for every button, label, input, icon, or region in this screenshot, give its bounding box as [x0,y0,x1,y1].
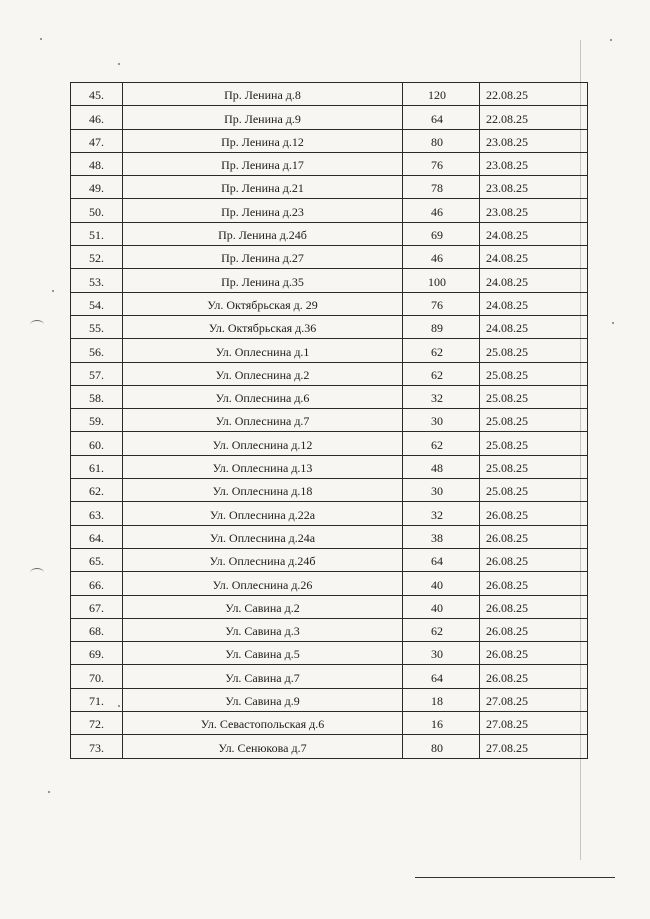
row-number: 69. [71,642,123,665]
row-date: 26.08.25 [480,642,588,665]
row-quantity: 62 [403,618,480,641]
row-number: 65. [71,548,123,571]
table-row [71,525,588,548]
row-address: Ул. Оплеснина д.2 [123,362,403,385]
row-date: 25.08.25 [480,362,588,385]
scan-speck [610,39,612,41]
table-row [71,106,588,129]
row-number: 62. [71,479,123,502]
row-address: Пр. Ленина д.12 [123,129,403,152]
table-row [71,222,588,245]
row-number: 51. [71,222,123,245]
table-row [71,688,588,711]
row-date: 26.08.25 [480,502,588,525]
row-date: 27.08.25 [480,712,588,735]
table-row [71,595,588,618]
row-address: Ул. Оплеснина д.18 [123,479,403,502]
row-date: 25.08.25 [480,409,588,432]
row-address: Пр. Ленина д.17 [123,152,403,175]
table-row [71,152,588,175]
row-date: 22.08.25 [480,83,588,106]
table-row [71,479,588,502]
row-address: Ул. Оплеснина д.22а [123,502,403,525]
row-address: Ул. Савина д.9 [123,688,403,711]
row-date: 25.08.25 [480,455,588,478]
table-row [71,665,588,688]
row-date: 24.08.25 [480,222,588,245]
row-number: 52. [71,246,123,269]
row-address: Ул. Оплеснина д.24а [123,525,403,548]
row-number: 66. [71,572,123,595]
scan-speck [118,63,120,65]
row-address: Ул. Оплеснина д.7 [123,409,403,432]
row-number: 73. [71,735,123,758]
table-row [71,572,588,595]
row-quantity: 89 [403,315,480,338]
row-quantity: 18 [403,688,480,711]
row-address: Ул. Оплеснина д.1 [123,339,403,362]
row-quantity: 30 [403,409,480,432]
row-number: 70. [71,665,123,688]
row-quantity: 62 [403,362,480,385]
row-number: 53. [71,269,123,292]
row-date: 24.08.25 [480,269,588,292]
row-number: 67. [71,595,123,618]
row-number: 54. [71,292,123,315]
row-quantity: 64 [403,548,480,571]
row-number: 68. [71,618,123,641]
row-date: 23.08.25 [480,152,588,175]
address-table [70,82,588,759]
row-quantity: 38 [403,525,480,548]
row-address: Ул. Савина д.7 [123,665,403,688]
table-row [71,339,588,362]
table-row [71,502,588,525]
row-quantity: 30 [403,479,480,502]
signature-line [415,877,615,878]
table-row [71,548,588,571]
row-quantity: 40 [403,572,480,595]
row-date: 26.08.25 [480,618,588,641]
row-quantity: 32 [403,502,480,525]
row-number: 64. [71,525,123,548]
row-number: 48. [71,152,123,175]
row-date: 25.08.25 [480,339,588,362]
row-quantity: 32 [403,385,480,408]
table-row [71,246,588,269]
row-number: 47. [71,129,123,152]
row-date: 22.08.25 [480,106,588,129]
table-row [71,409,588,432]
table-row [71,83,588,106]
row-quantity: 48 [403,455,480,478]
row-date: 27.08.25 [480,688,588,711]
scan-speck [40,38,42,40]
row-quantity: 80 [403,129,480,152]
row-quantity: 40 [403,595,480,618]
row-number: 71. [71,688,123,711]
row-number: 61. [71,455,123,478]
table-body [71,83,588,759]
row-number: 46. [71,106,123,129]
row-address: Ул. Оплеснина д.13 [123,455,403,478]
row-quantity: 64 [403,106,480,129]
row-address: Пр. Ленина д.8 [123,83,403,106]
scan-mark [30,320,44,329]
row-address: Пр. Ленина д.21 [123,176,403,199]
row-address: Ул. Оплеснина д.12 [123,432,403,455]
table-row [71,385,588,408]
table-row [71,176,588,199]
row-quantity: 46 [403,199,480,222]
row-address: Пр. Ленина д.9 [123,106,403,129]
row-number: 56. [71,339,123,362]
row-quantity: 100 [403,269,480,292]
row-quantity: 69 [403,222,480,245]
row-quantity: 76 [403,292,480,315]
row-address: Ул. Оплеснина д.6 [123,385,403,408]
document-sheet [70,82,587,759]
table-row [71,269,588,292]
row-date: 27.08.25 [480,735,588,758]
row-address: Пр. Ленина д.24б [123,222,403,245]
table-row [71,292,588,315]
scan-speck [48,791,50,793]
row-date: 25.08.25 [480,385,588,408]
row-number: 72. [71,712,123,735]
table-row [71,129,588,152]
row-address: Пр. Ленина д.35 [123,269,403,292]
row-number: 59. [71,409,123,432]
row-quantity: 80 [403,735,480,758]
row-date: 25.08.25 [480,479,588,502]
row-date: 24.08.25 [480,315,588,338]
row-quantity: 62 [403,339,480,362]
row-address: Ул. Савина д.2 [123,595,403,618]
row-address: Ул. Севастопольская д.6 [123,712,403,735]
row-number: 45. [71,83,123,106]
row-quantity: 64 [403,665,480,688]
row-date: 26.08.25 [480,572,588,595]
row-date: 26.08.25 [480,525,588,548]
row-quantity: 16 [403,712,480,735]
table-row [71,432,588,455]
row-date: 24.08.25 [480,246,588,269]
row-address: Ул. Сенюкова д.7 [123,735,403,758]
row-date: 24.08.25 [480,292,588,315]
row-date: 26.08.25 [480,595,588,618]
table-row [71,642,588,665]
row-quantity: 46 [403,246,480,269]
table-row [71,735,588,758]
scan-speck [118,705,120,707]
table-row [71,199,588,222]
row-date: 23.08.25 [480,199,588,222]
table-row [71,315,588,338]
row-date: 25.08.25 [480,432,588,455]
row-address: Ул. Савина д.5 [123,642,403,665]
scan-speck [612,322,614,324]
row-address: Ул. Савина д.3 [123,618,403,641]
row-date: 23.08.25 [480,176,588,199]
row-number: 50. [71,199,123,222]
scan-speck [52,290,54,292]
row-number: 58. [71,385,123,408]
row-address: Ул. Октябрьская д.36 [123,315,403,338]
row-address: Ул. Оплеснина д.26 [123,572,403,595]
row-number: 57. [71,362,123,385]
row-address: Ул. Октябрьская д. 29 [123,292,403,315]
row-address: Пр. Ленина д.23 [123,199,403,222]
row-number: 63. [71,502,123,525]
row-date: 26.08.25 [480,548,588,571]
table-row [71,362,588,385]
row-quantity: 76 [403,152,480,175]
row-number: 60. [71,432,123,455]
row-quantity: 120 [403,83,480,106]
row-number: 55. [71,315,123,338]
table-row [71,712,588,735]
row-quantity: 78 [403,176,480,199]
row-quantity: 30 [403,642,480,665]
row-quantity: 62 [403,432,480,455]
table-row [71,455,588,478]
row-date: 23.08.25 [480,129,588,152]
row-number: 49. [71,176,123,199]
row-date: 26.08.25 [480,665,588,688]
row-address: Ул. Оплеснина д.24б [123,548,403,571]
row-address: Пр. Ленина д.27 [123,246,403,269]
scan-mark [30,568,44,577]
table-row [71,618,588,641]
